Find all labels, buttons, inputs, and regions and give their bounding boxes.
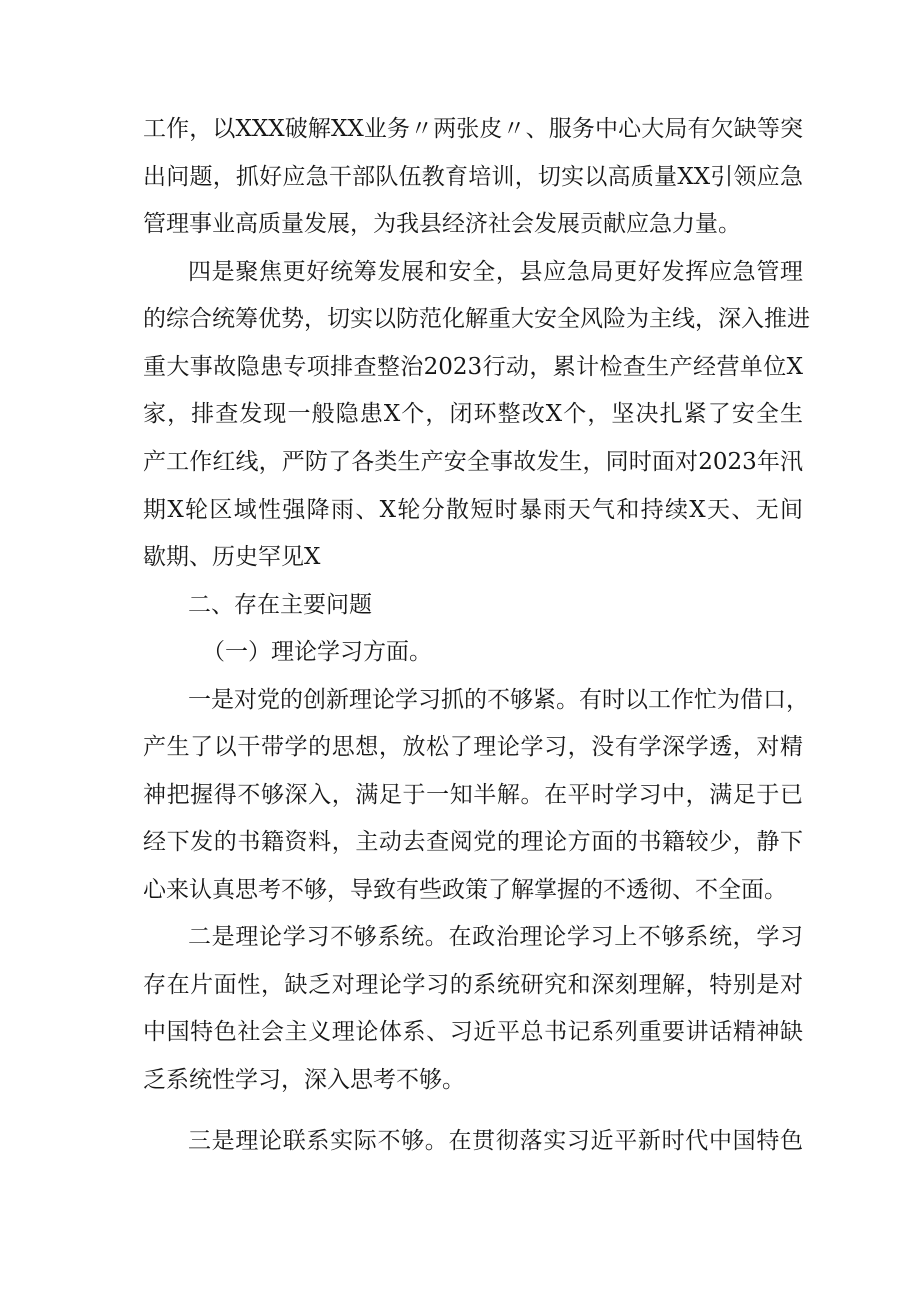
paragraph-line: 乏系统性学习，深入思考不够。 (143, 1067, 465, 1093)
paragraph-line: 出问题，抓好应急干部队伍教育培训，切实以高质量XX引领应急 (143, 164, 803, 190)
paragraph-line: 工作，以XXX破解XX业务〃两张皮〃、服务中心大局有欠缺等突 (143, 116, 803, 142)
paragraph-line: 的综合统筹优势，切实以防范化解重大安全风险为主线，深入推进 (143, 306, 810, 332)
paragraph-line: 歇期、历史罕见X (143, 544, 321, 570)
subsection-heading: （一）理论学习方面。 (202, 639, 432, 665)
paragraph-line: 家，排查发现一般隐患X个，闭环整改X个，坚决扎紧了安全生 (143, 401, 803, 427)
paragraph-line: 存在片面性，缺乏对理论学习的系统研究和深刻理解，特别是对 (143, 972, 803, 998)
paragraph-line: 产工作红线，严防了各类生产安全事故发生，同时面对2023年汛 (143, 449, 803, 475)
paragraph-line: 二是理论学习不够系统。在政治理论学习上不够系统，学习 (188, 924, 803, 950)
paragraph-line: 管理事业高质量发展，为我县经济社会发展贡献应急力量。 (143, 211, 741, 237)
paragraph-line: 经下发的书籍资料，主动去查阅党的理论方面的书籍较少，静下 (143, 829, 803, 855)
paragraph-line: 产生了以干带学的思想，放松了理论学习，没有学深学透，对精 (143, 734, 803, 760)
paragraph-line: 一是对党的创新理论学习抓的不够紧。有时以工作忙为借口， (188, 687, 809, 713)
paragraph-line: 四是聚焦更好统筹发展和安全，县应急局更好发挥应急管理 (188, 259, 803, 285)
paragraph-line: 重大事故隐患专项排查整治2023行动，累计检查生产经营单位X (143, 354, 803, 380)
paragraph-line: 神把握得不够深入，满足于一知半解。在平时学习中，满足于已 (143, 782, 803, 808)
paragraph-line: 三是理论联系实际不够。在贯彻落实习近平新时代中国特色 (188, 1128, 803, 1154)
section-heading: 二、存在主要问题 (188, 592, 372, 618)
paragraph-line: 心来认真思考不够，导致有些政策了解掌握的不透彻、不全面。 (143, 877, 787, 903)
paragraph-line: 期X轮区域性强降雨、X轮分散短时暴雨天气和持续X天、无间 (143, 497, 803, 523)
paragraph-line: 中国特色社会主义理论体系、习近平总书记系列重要讲话精神缺 (143, 1019, 803, 1045)
